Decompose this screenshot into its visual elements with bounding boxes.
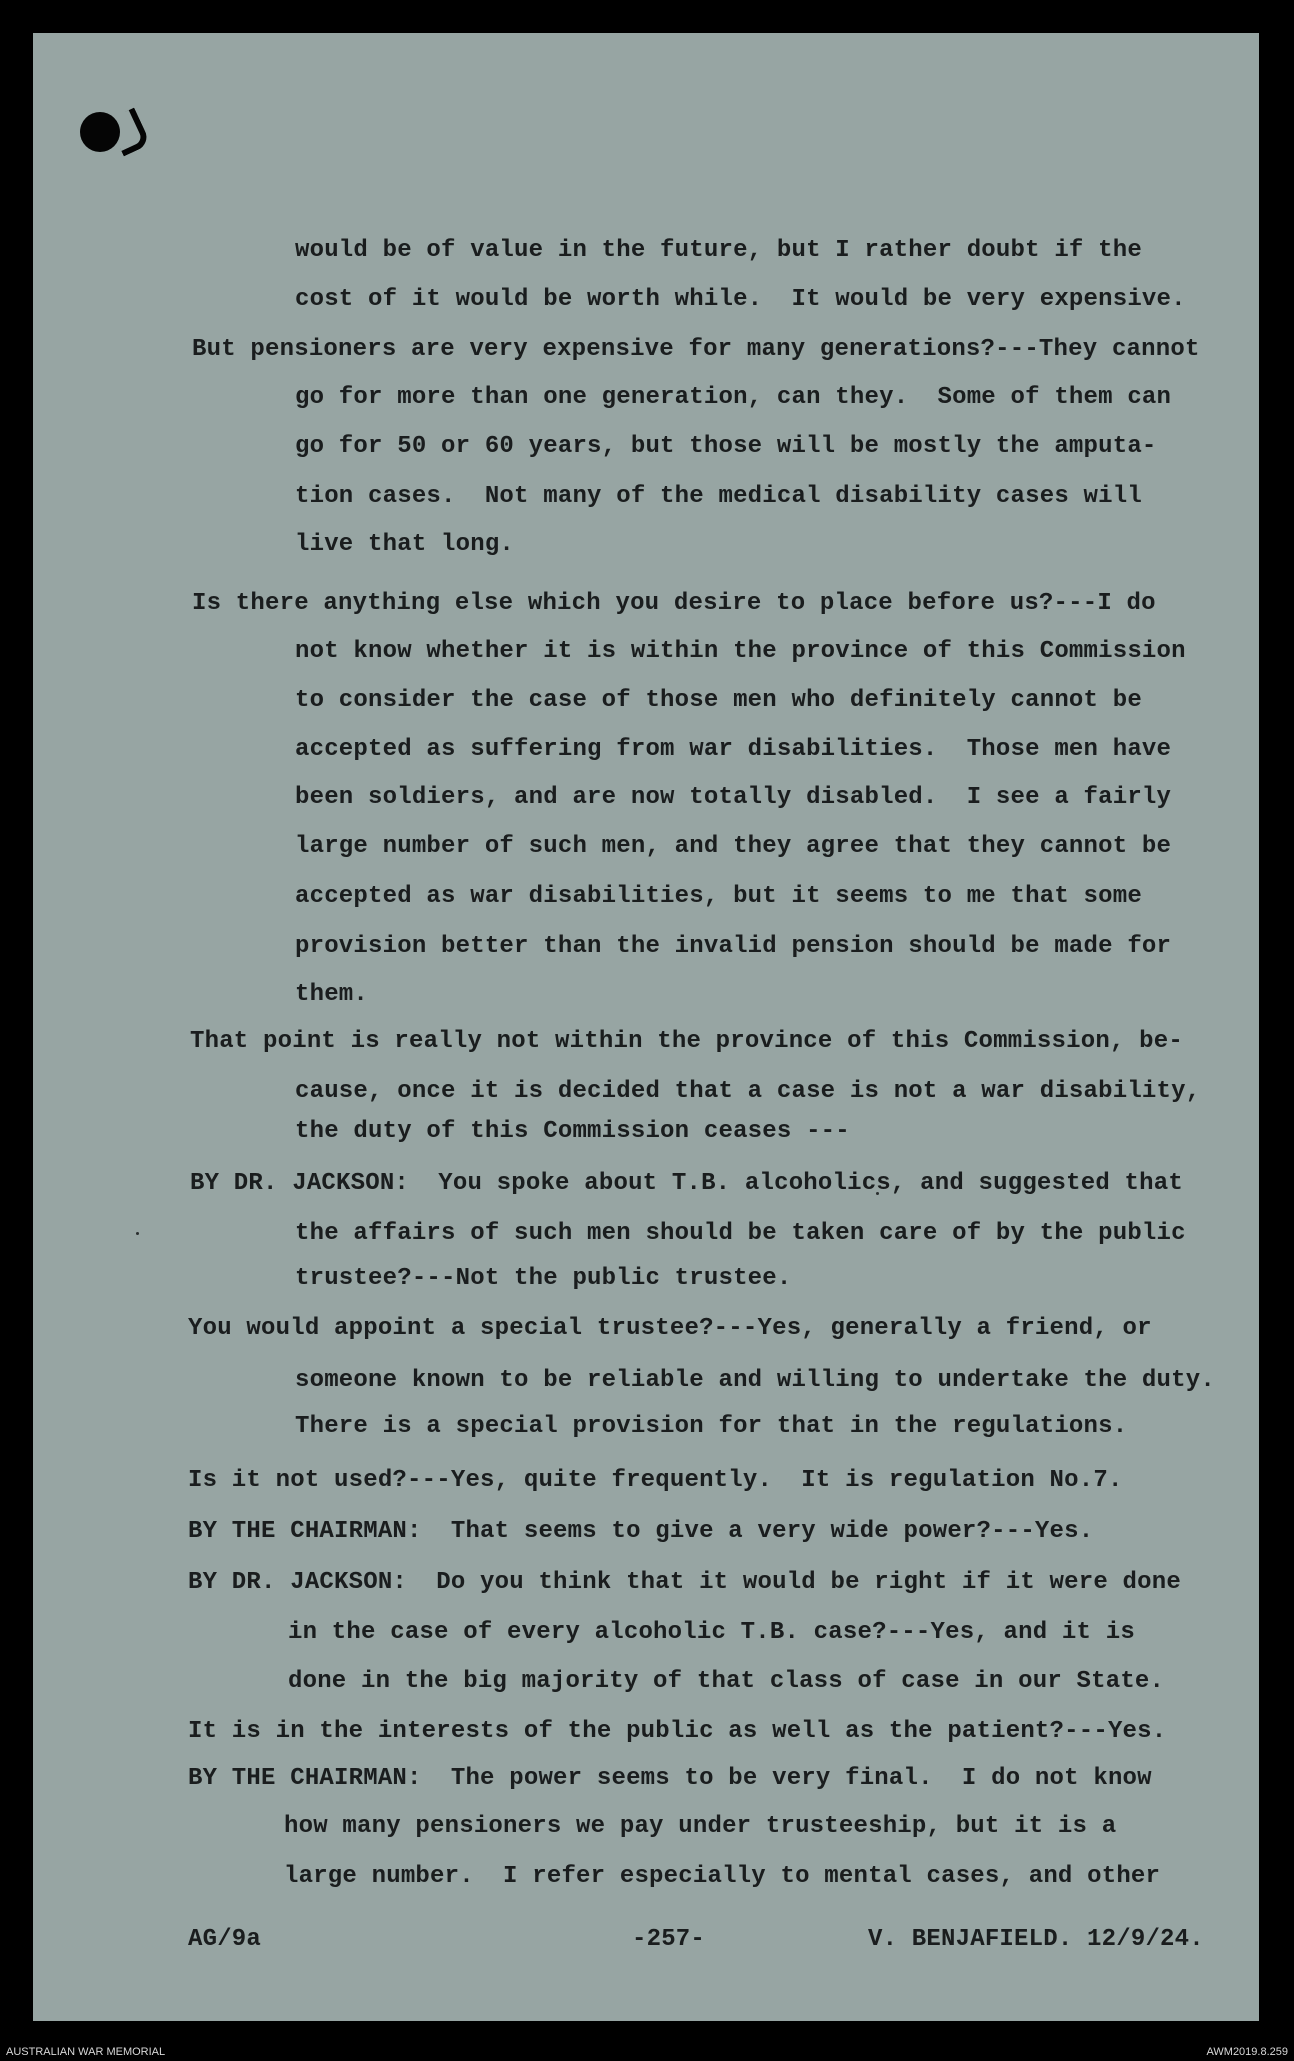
text-line: live that long. xyxy=(295,531,515,558)
text-line: Is it not used?---Yes, quite frequently. It is regulation No.7. xyxy=(188,1467,1123,1494)
text-line: It is in the interests of the public as well as the patient?---Yes. xyxy=(188,1718,1167,1745)
text-line: not know whether it is within the province of this Commission xyxy=(295,638,1186,665)
text-line: someone known to be reliable and willing to undertake the duty. xyxy=(295,1367,1215,1394)
text-line: There is a special provision for that in the regulations. xyxy=(295,1413,1128,1440)
text-line: That point is really not within the province of this Commission, be- xyxy=(190,1028,1183,1055)
text-line: provision better than the invalid pension should be made for xyxy=(295,933,1172,960)
text-line: BY THE CHAIRMAN: The power seems to be very final. I do not know xyxy=(188,1765,1152,1792)
text-line: how many pensioners we pay under trusteeship, but it is a xyxy=(284,1813,1117,1840)
text-line: go for 50 or 60 years, but those will be mostly the amputa- xyxy=(295,433,1157,460)
text-line: large number. I refer especially to mental cases, and other xyxy=(284,1863,1161,1890)
text-line: done in the big majority of that class of case in our State. xyxy=(288,1668,1165,1695)
text-line: would be of value in the future, but I rather doubt if the xyxy=(295,237,1142,264)
text-line: the duty of this Commission ceases --- xyxy=(295,1118,850,1145)
page-number: -257- xyxy=(632,1926,706,1953)
text-line: But pensioners are very expensive for many generations?---They cannot xyxy=(192,336,1200,363)
paper-speck xyxy=(136,1232,139,1235)
text-line: accepted as suffering from war disabilities. Those men have xyxy=(295,736,1172,763)
text-line: BY THE CHAIRMAN: That seems to give a very wide power?---Yes. xyxy=(188,1518,1094,1545)
text-line: go for more than one generation, can they. Some of them can xyxy=(295,384,1172,411)
text-line: to consider the case of those men who definitely cannot be xyxy=(295,687,1142,714)
text-line: accepted as war disabilities, but it seems to me that some xyxy=(295,883,1142,910)
archive-reference: AWM2019.8.259 xyxy=(1206,2046,1288,2058)
archive-credit: AUSTRALIAN WAR MEMORIAL xyxy=(6,2046,166,2058)
text-line: large number of such men, and they agree that they cannot be xyxy=(295,833,1172,860)
text-line: BY DR. JACKSON: You spoke about T.B. alcoholics, and suggested that xyxy=(190,1170,1183,1197)
text-line: in the case of every alcoholic T.B. case?---Yes, and it is xyxy=(288,1619,1135,1646)
text-line: Is there anything else which you desire to place before us?---I do xyxy=(192,590,1156,617)
text-line: the affairs of such men should be taken care of by the public xyxy=(295,1220,1186,1247)
footer-reference: AG/9a xyxy=(188,1926,262,1953)
text-line: trustee?---Not the public trustee. xyxy=(295,1265,792,1292)
text-line: cost of it would be worth while. It would be very expensive. xyxy=(295,286,1186,313)
text-line: been soldiers, and are now totally disabled. I see a fairly xyxy=(295,784,1172,811)
text-line: cause, once it is decided that a case is not a war disability, xyxy=(295,1078,1201,1105)
archive-footer xyxy=(0,2043,1294,2061)
text-line: BY DR. JACKSON: Do you think that it would be right if it were done xyxy=(188,1569,1181,1596)
footer-witness-date: V. BENJAFIELD. 12/9/24. xyxy=(868,1926,1204,1953)
text-line: You would appoint a special trustee?---Yes, generally a friend, or xyxy=(188,1315,1152,1342)
text-line: tion cases. Not many of the medical disability cases will xyxy=(295,483,1142,510)
text-line: them. xyxy=(295,981,369,1008)
